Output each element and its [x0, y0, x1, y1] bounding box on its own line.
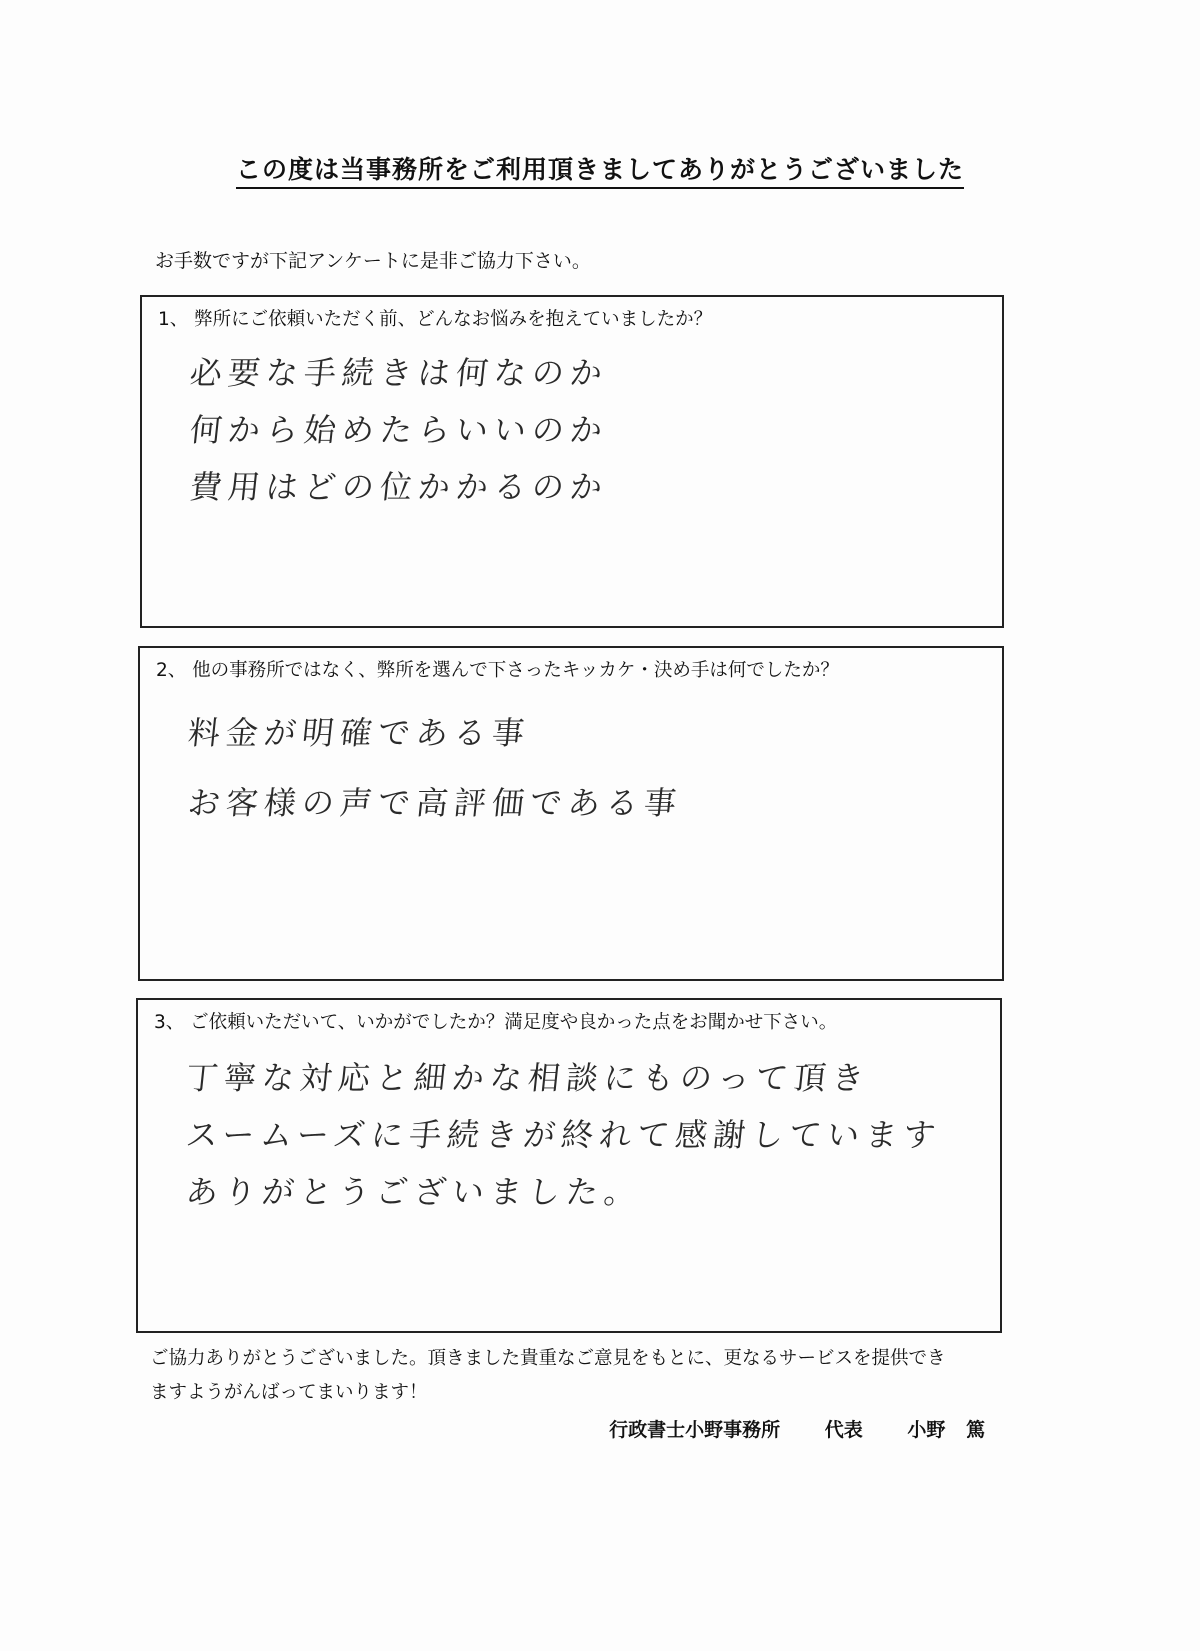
handwritten-answer-line: お客様の声で高評価である事 — [186, 784, 685, 822]
handwritten-answer-line: スームーズに手続きが終れて感謝しています — [184, 1116, 944, 1154]
handwritten-answer-line: 丁寧な対応と細かな相談にものって頂き — [184, 1059, 872, 1097]
representative-role: 代表 — [824, 1419, 863, 1441]
handwritten-answer-line: 必要な手続きは何なのか — [188, 354, 611, 392]
page-title-text: この度は当事務所をご利用頂きましてありがとうございました — [236, 155, 964, 189]
handwritten-answer-line: 何から始めたらいいのか — [188, 411, 611, 449]
question-box-3 — [136, 998, 1002, 1333]
question-3-label: 3、 ご依頼いただいて、いかがでしたか？満足度や良かった点をお聞かせ下さい。 — [154, 1012, 838, 1033]
handwritten-answer-line: ありがとうございました。 — [184, 1173, 645, 1211]
question-1-answers — [188, 345, 611, 516]
signature — [609, 1415, 985, 1442]
question-1-label: 1、 弊所にご依頼いただく前、どんなお悩みを抱えていましたか？ — [158, 309, 713, 330]
page-title — [0, 150, 1200, 186]
question-3-answers — [184, 1050, 944, 1221]
office-name: 行政書士小野事務所 — [609, 1419, 781, 1441]
handwritten-answer-line: 料金が明確である事 — [186, 714, 533, 752]
question-box-1 — [140, 295, 1004, 628]
closing-line-2: ますようがんばってまいります！ — [150, 1382, 428, 1403]
question-2-label: 2、 他の事務所ではなく、弊所を選んで下さったキッカケ・決め手は何でしたか？ — [156, 660, 839, 681]
representative-name: 小野 篤 — [907, 1419, 985, 1441]
question-2-answers — [186, 698, 685, 838]
closing-message — [150, 1342, 1000, 1410]
closing-line-1: ご協力ありがとうございました。頂きました貴重なご意見をもとに、更なるサービスを提供でき — [150, 1348, 946, 1369]
handwritten-answer-line: 費用はどの位かかるのか — [188, 468, 611, 506]
question-box-2 — [138, 646, 1004, 981]
intro-text: お手数ですが下記アンケートに是非ご協力下さい。 — [155, 250, 591, 272]
